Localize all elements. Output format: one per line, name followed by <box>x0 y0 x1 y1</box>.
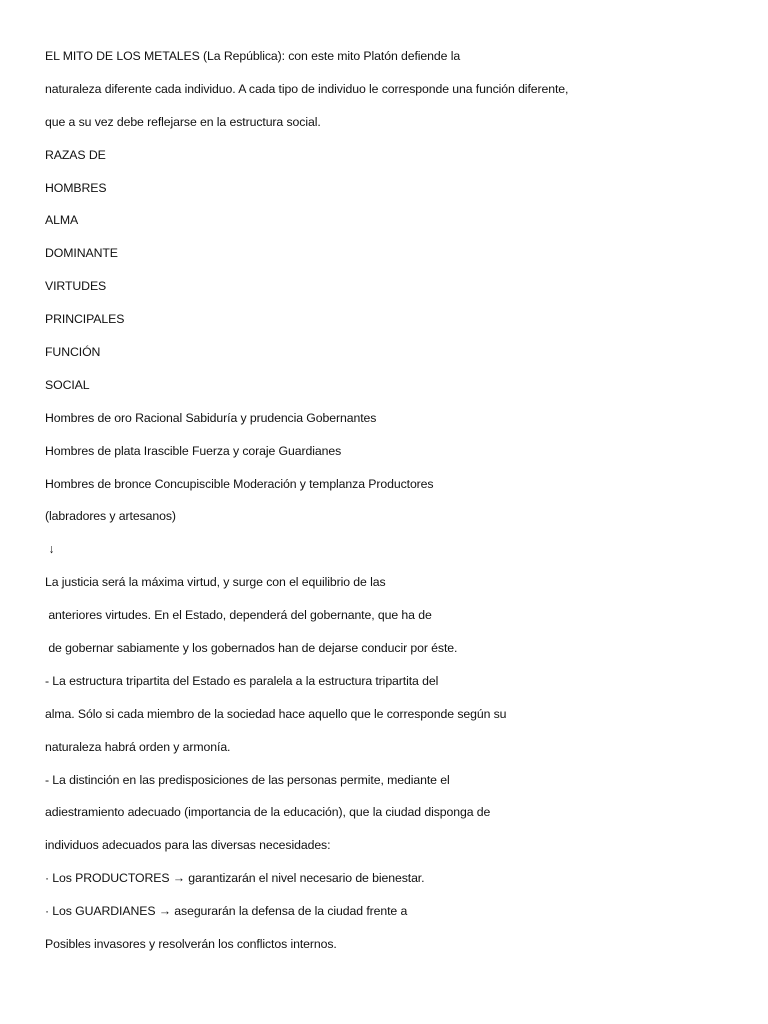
text-line: - La estructura tripartita del Estado es paralela a la estructura tripartita del <box>45 673 439 688</box>
text-line: Hombres de bronce Concupiscible Moderación y templanza Productores <box>45 476 434 491</box>
text-line: adiestramiento adecuado (importancia de la educación), que la ciudad disponga de <box>45 805 491 820</box>
text-line: individuos adecuados para las diversas necesidades: <box>45 838 331 853</box>
text-line: de gobernar sabiamente y los gobernados han de dejarse conducir por éste. <box>45 641 458 656</box>
text-line: Hombres de oro Racional Sabiduría y prudencia Gobernantes <box>45 410 377 425</box>
text-line: que a su vez debe reflejarse en la estructura social. <box>45 114 321 129</box>
text-line: RAZAS DE <box>45 147 106 162</box>
text-line: HOMBRES <box>45 180 107 195</box>
text-line: FUNCIÓN <box>45 345 101 360</box>
text-line: naturaleza diferente cada individuo. A cada tipo de individuo le corresponde una función diferente, <box>45 81 569 96</box>
text-line: · Los GUARDIANES → asegurarán la defensa de la ciudad frente a <box>45 904 408 919</box>
text-line: (labradores y artesanos) <box>45 509 176 524</box>
document-body <box>45 46 745 967</box>
text-line: naturaleza habrá orden y armonía. <box>45 739 231 754</box>
text-line: Posibles invasores y resolverán los conflictos internos. <box>45 937 337 952</box>
text-line: VIRTUDES <box>45 279 107 294</box>
text-line: ALMA <box>45 213 79 228</box>
down-arrow-line: ↓ <box>45 542 55 557</box>
text-line: DOMINANTE <box>45 246 118 261</box>
text-line: EL MITO DE LOS METALES (La República): con este mito Platón defiende la <box>45 49 461 63</box>
text-line: Hombres de plata Irascible Fuerza y coraje Guardianes <box>45 443 342 458</box>
text-line: - La distinción en las predisposiciones de las personas permite, mediante el <box>45 772 450 787</box>
text-line: alma. Sólo si cada miembro de la sociedad hace aquello que le corresponde según su <box>45 706 507 721</box>
text-line: anteriores virtudes. En el Estado, dependerá del gobernante, que ha de <box>45 608 432 623</box>
text-line: · Los PRODUCTORES → garantizarán el nivel necesario de bienestar. <box>45 871 425 886</box>
text-line: La justicia será la máxima virtud, y surge con el equilibrio de las <box>45 575 386 590</box>
text-line: PRINCIPALES <box>45 312 125 327</box>
text-line: SOCIAL <box>45 377 90 392</box>
